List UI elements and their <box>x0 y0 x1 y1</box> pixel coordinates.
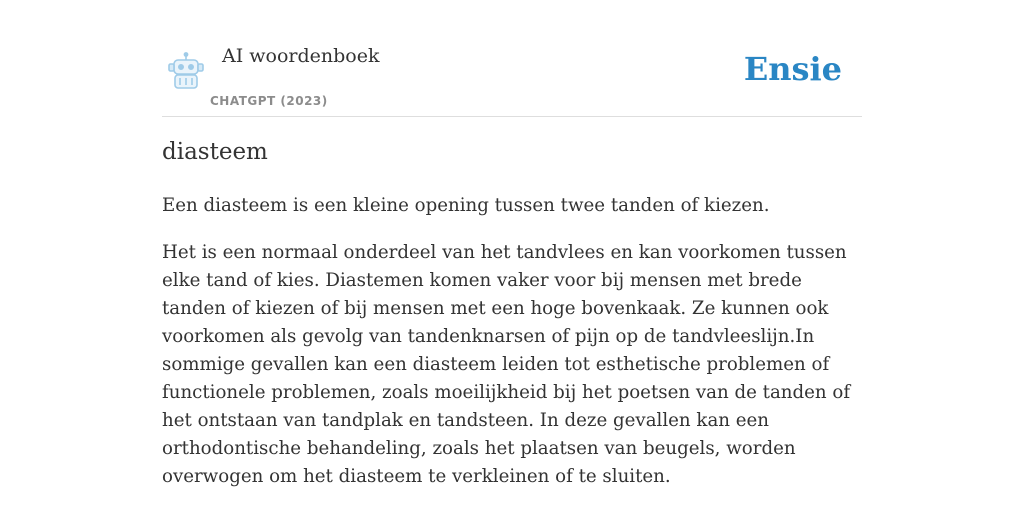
ensie-logo[interactable]: Ensie <box>743 50 842 88</box>
definition-paragraph: Een diasteem is een kleine opening tussen twee tanden of kiezen. <box>162 195 770 216</box>
header <box>162 0 862 117</box>
source-name[interactable]: AI woordenboek <box>222 45 380 67</box>
robot-icon <box>166 52 206 90</box>
page <box>162 0 862 487</box>
entry-term: diasteem <box>162 139 268 165</box>
source-subtitle: CHATGPT (2023) <box>210 94 328 108</box>
entry-definition <box>162 192 862 510</box>
definition-paragraph: Het is een normaal onderdeel van het tandvlees en kan voorkomen tussen elke tand of kies. Diastemen komen vaker voor bij mensen met brede tanden of kiezen of bij mensen met een hoge bovenkaak. Ze kunnen ook voorkomen als gevolg van tandenknarsen of pijn op de tandvleeslijn.In sommige gevallen kan een diasteem leiden tot esthetische problemen of functionele problemen, zoals moeilijkheid bij het poetsen van de tanden of het ontstaan van tandplak en tandsteen. In deze gevallen kan een orthodontische behandeling, zoals het plaatsen van beugels, worden overwogen om het diasteem te verkleinen of te sluiten. <box>162 242 851 487</box>
